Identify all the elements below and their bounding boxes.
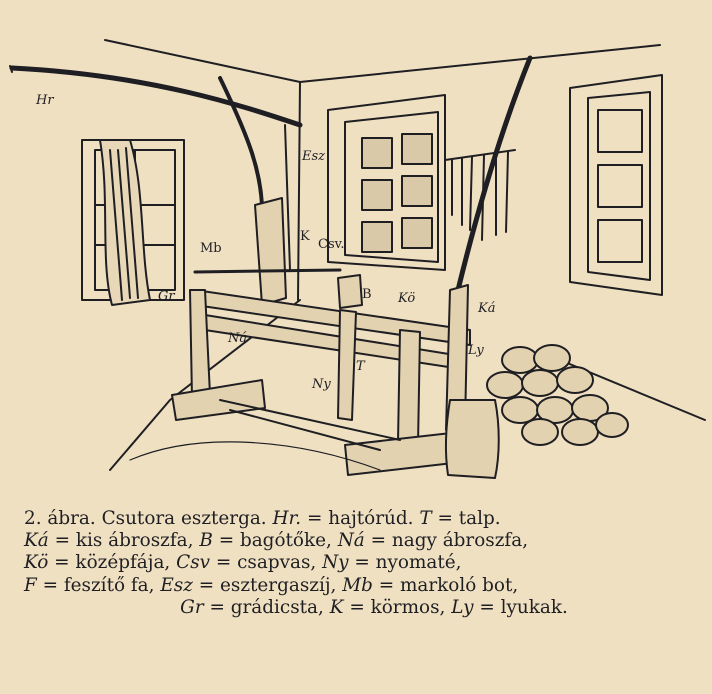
label-ny: Ny: [312, 377, 331, 392]
left-post: [255, 198, 286, 305]
support-pole-left: [220, 78, 262, 205]
ceiling-line: [105, 40, 660, 82]
label-t: T: [356, 359, 365, 374]
center-window: [328, 95, 445, 270]
tailstock: [338, 275, 362, 308]
label-hr: Hr: [36, 93, 54, 108]
label-b: B: [362, 287, 372, 302]
label-ko: Kö: [398, 291, 416, 306]
lathe-belt: [285, 125, 290, 270]
label-csv: Csv.: [318, 237, 345, 252]
label-esz: Esz: [302, 149, 326, 164]
figure-caption: [24, 508, 684, 619]
label-mb: Mb: [200, 241, 222, 256]
label-ly: Ly: [468, 343, 484, 358]
drive-pole: [12, 68, 300, 125]
tool-rack: [445, 150, 515, 240]
caption-line-5: Gr = grádicsta, K = körmos, Ly = lyukak.: [180, 596, 568, 618]
log-pile: [487, 345, 628, 445]
wood-stump: [446, 400, 499, 478]
base-right: [345, 432, 462, 475]
caption-line-4: F = feszítő fa, Esz = esztergaszíj, Mb = markoló bot,: [24, 574, 519, 596]
base-left: [172, 380, 265, 420]
curtain: [100, 140, 150, 305]
label-na: Ná: [228, 331, 248, 346]
spindle-bar: [195, 270, 340, 272]
caption-line-3: Kö = középfája, Csv = csapvas, Ny = nyomaté,: [24, 552, 462, 574]
caption-line-2: Ká = kis ábroszfa, B = bagótőke, Ná = nagy ábroszfa,: [24, 530, 529, 552]
caption-line-1: 2. ábra. Csutora esztergа. Hr. = hajtórúd. T = talp.: [24, 508, 501, 529]
label-gr: Gr: [158, 289, 175, 304]
leg-middle: [338, 310, 356, 420]
right-window: [570, 75, 662, 295]
leg-front-right: [398, 330, 420, 445]
support-pole-right: [458, 58, 530, 290]
label-k: K: [300, 229, 310, 244]
room-corner-line: [298, 82, 300, 300]
label-ka: Ká: [478, 301, 496, 316]
